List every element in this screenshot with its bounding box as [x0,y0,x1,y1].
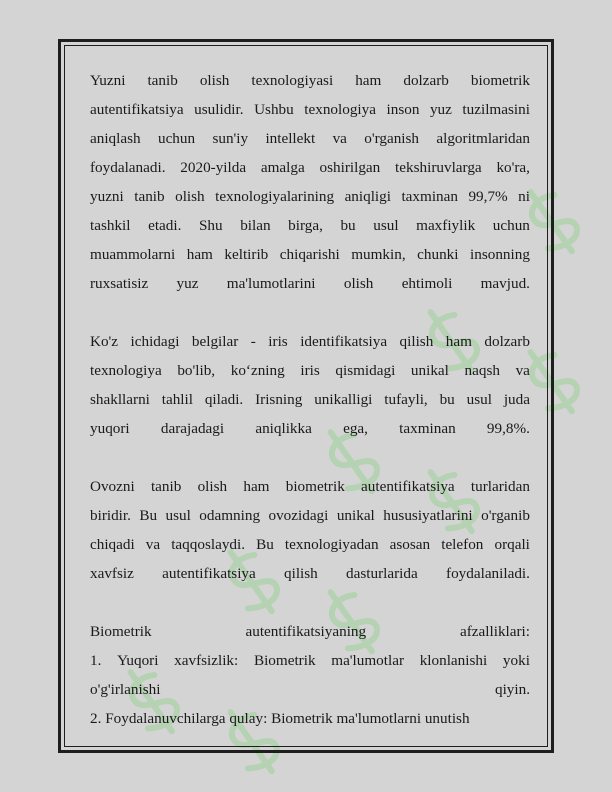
text-line: ruxsatisiz yuz ma'lumotlarini olish ehtimoli mavjud. [90,275,530,292]
text-line: yuqori darajadagi aniqlikka ega, taxminan 99,8%. [90,420,530,437]
text-line: o'g'irlanishi qiyin. [90,681,530,698]
text-line: foydalanadi. 2020-yilda amalga oshirilgan tekshiruvlarga ko'ra, [90,159,530,176]
text-line: Ovozni tanib olish ham biometrik autentifikatsiya turlaridan [90,478,530,495]
text-line: texnologiya bo'lib, ko‘zning iris qismidagi unikal naqsh va [90,362,530,379]
paragraph-gap [90,443,530,472]
paragraph [90,66,530,298]
text-line: xavfsiz autentifikatsiya qilish dasturlarida foydalaniladi. [90,565,530,582]
text-line: yuzni tanib olish texnologiyalarining aniqligi taxminan 99,7% ni [90,188,530,205]
text-line: biridir. Bu usul odamning ovozidagi unikal hususiyatlarini o'rganib [90,507,530,524]
text-line: chiqadi va taqqoslaydi. Bu texnologiyadan asosan telefon orqali [90,536,530,553]
paragraph-gap [90,588,530,617]
text-line: Biometrik autentifikatsiyaning afzalliklari: [90,623,530,640]
text-line: aniqlash uchun sun'iy intellekt va o'rganish algoritmlaridan [90,130,530,147]
paragraph [90,472,530,588]
paragraph [90,617,530,733]
text-line: Ko'z ichidagi belgilar - iris identifikatsiya qilish ham dolzarb [90,333,530,350]
text-line: Yuzni tanib olish texnologiyasi ham dolzarb biometrik [90,72,530,89]
paragraph [90,327,530,443]
text-line: shakllarni tahlil qiladi. Irisning unikalligi tufayli, bu usul juda [90,391,530,408]
text-line: 2. Foydalanuvchilarga qulay: Biometrik ma'lumotlarni unutish [90,710,470,727]
text-line: muammolarni ham keltirib chiqarishi mumkin, chunki insonning [90,246,530,263]
document-body [90,66,530,733]
text-line: tashkil etadi. Shu bilan birga, bu usul maxfiylik uchun [90,217,530,234]
paragraph-gap [90,298,530,327]
text-line: 1. Yuqori xavfsizlik: Biometrik ma'lumotlar klonlanishi yoki [90,652,530,669]
text-line: autentifikatsiya usulidir. Ushbu texnologiya inson yuz tuzilmasini [90,101,530,118]
